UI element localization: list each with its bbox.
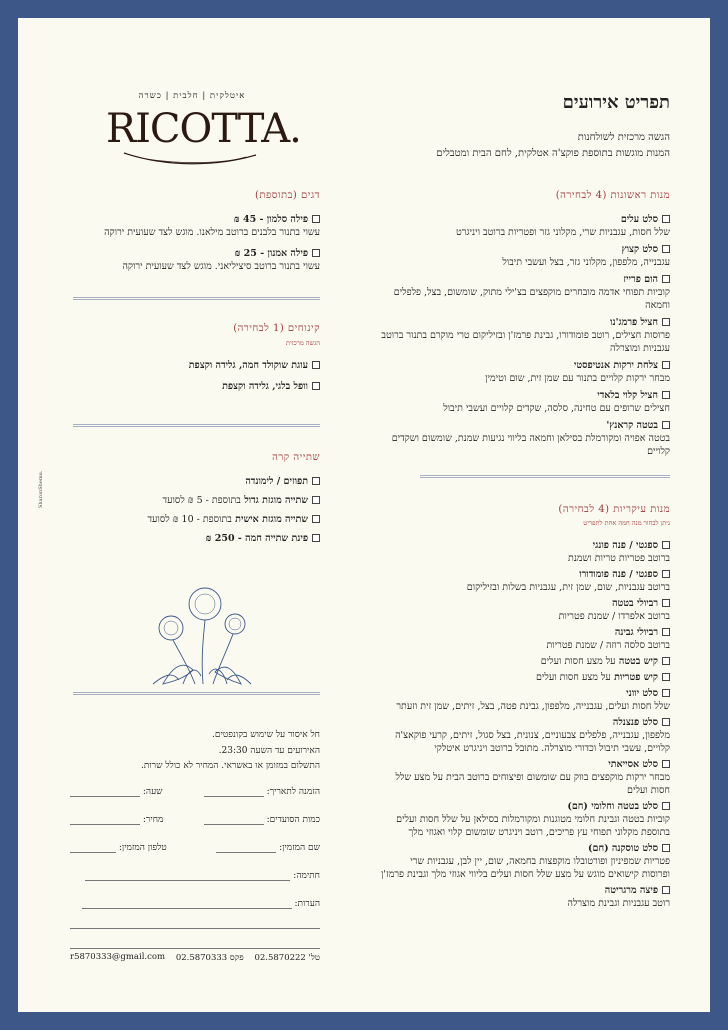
time-label: שעה:	[142, 787, 163, 797]
mains-heading: מנות עיקריות (4 לבחירה)	[558, 504, 670, 515]
menu-item-checkbox[interactable]	[662, 275, 670, 283]
order-date-field[interactable]	[204, 787, 264, 797]
menu-item	[380, 316, 670, 355]
menu-item-name	[380, 800, 670, 813]
menu-item	[70, 380, 320, 393]
menu-item-checkbox[interactable]	[662, 541, 670, 549]
menu-item-description: מבחר ירקות מוקפצים בווק עם שומשום ופיצוחים ברוטב הבית על מצע שלל חסות ועלים	[395, 772, 670, 796]
menu-item-inline-desc: בתוספת - 5 ₪ לסועד	[162, 495, 241, 506]
menu-item-checkbox[interactable]	[662, 718, 670, 726]
menu-item-checkbox[interactable]	[662, 245, 670, 253]
menu-item	[380, 213, 670, 239]
menu-item-title: פינת שתייה חמה - 250 ₪	[205, 533, 308, 544]
remarks-field[interactable]	[82, 899, 292, 909]
menu-item-name	[70, 494, 320, 507]
menu-item-description: קוביות בטטה וגבינת חלומי מטוגנות ומקורמלות בסילאן על שלל חסות ועלים בתוספת מקלוני תפוחי עץ פריכים, רוטב ויניגרט שומשום קלוי ואגוזי מלך	[396, 814, 670, 838]
remarks-label: הערות:	[294, 899, 320, 909]
logo-tagline: איטלקית | חלבית | כשרה	[138, 91, 246, 101]
menu-item-title: סלט יווני	[626, 688, 658, 699]
fish-list	[70, 213, 320, 273]
designer-credit: SharonShemu.	[38, 470, 44, 508]
section-divider	[420, 475, 670, 478]
footer-fax: פקס 02.5870333	[175, 953, 244, 963]
menu-sheet	[18, 18, 710, 1012]
contact-footer	[70, 952, 320, 963]
menu-item-name	[380, 359, 670, 372]
menu-item	[380, 884, 670, 910]
menu-item-title: סלט קצוץ	[621, 244, 658, 255]
menu-item	[70, 513, 320, 526]
menu-item	[380, 842, 670, 881]
menu-item-title: קיש בטטה	[618, 656, 658, 667]
menu-item-name	[380, 758, 670, 771]
menu-item-name	[380, 243, 670, 256]
menu-item-name	[380, 568, 670, 581]
mains-list	[380, 539, 670, 910]
signature-label: חתימה:	[293, 871, 320, 881]
menu-item-checkbox[interactable]	[662, 886, 670, 894]
menu-item-title: סלט אסייאתי	[608, 759, 658, 770]
desserts-heading: קינוחים (1 לבחירה)	[233, 323, 320, 334]
drinks-heading: שתייה קרה	[272, 452, 320, 463]
menu-item-name	[380, 213, 670, 226]
menu-item-checkbox[interactable]	[662, 599, 670, 607]
menu-item-title: וופל בלגי, גלידה וקצפת	[222, 381, 308, 392]
menu-item-description: ברוטב עגבניות, שום, שמן זית, עגבניות בשלות ובזיליקום	[466, 582, 670, 593]
menu-item-inline-desc: בתוספת - 10 ₪ לסועד	[147, 514, 232, 525]
menu-item-name	[380, 716, 670, 729]
menu-item-checkbox[interactable]	[662, 318, 670, 326]
logo-swash	[106, 149, 278, 167]
time-field[interactable]	[70, 787, 140, 797]
menu-item	[380, 597, 670, 623]
menu-item	[380, 273, 670, 312]
menu-item-name	[70, 513, 320, 526]
logo-wordmark: RICOTTA.	[106, 106, 301, 152]
menu-item	[380, 716, 670, 755]
menu-item	[380, 359, 670, 385]
section-divider	[73, 424, 320, 427]
menu-item-title: רביולי בטטה	[612, 598, 658, 609]
fish-heading: דגים (בתוספת)	[255, 190, 320, 201]
menu-item-description: מבחר ירקות קלויים בתנור עם שמן זית, שום וטימין	[485, 373, 670, 384]
menu-item	[380, 671, 670, 684]
menu-item	[380, 243, 670, 269]
menu-item-checkbox[interactable]	[662, 391, 670, 399]
menu-item-description: פרוסות חצילים, רוטב פומודורו, גבינת פרמז'ן ובזיליקום טרי מוקרם בתנור ברוטב עגבניות ומוצרלה	[381, 330, 670, 354]
menu-item-description: רוטב עגבניות וגבינת מוצרלה	[567, 898, 670, 909]
starters-list	[380, 213, 670, 458]
menu-item-title: הום פרייז	[623, 274, 658, 285]
menu-item	[70, 475, 320, 488]
menu-item-title: שתייה מוגזת אישית	[235, 514, 308, 525]
mains-subheading: ניתן לבחור מנה חמה אחת לתפריט	[583, 519, 670, 527]
menu-item-title: תפוזים / לימונדה	[245, 476, 308, 487]
intro-line-2: המנות מוגשות בתוספת פוקצ'ה אטלקית, לחם הבית ומטבלים	[436, 148, 670, 159]
menu-item-title: קיש פטריות	[614, 672, 658, 683]
remarks-line-3[interactable]	[70, 939, 320, 949]
menu-item-description: ברוטב פטריות טריות ושמנת	[568, 553, 670, 564]
menu-item-checkbox[interactable]	[312, 534, 320, 542]
intro-text	[350, 130, 670, 162]
menu-item	[380, 419, 670, 458]
menu-item-name	[380, 539, 670, 552]
menu-item-inline-desc: על מצע חסות ועלים	[535, 672, 611, 683]
menu-item-description: פטריות שמפיניון ופורטובלו מוקפצות בחמאה, שום, יין לבן, עגבניות שרי ופרוסות קישואים מוגש על מצע שלל חסות ועלים בליווי אגוזי מלך וגבינת פרמז'ן	[381, 856, 670, 880]
menu-item-inline-desc: על מצע חסות ועלים	[540, 656, 616, 667]
note-line-3: התשלום במזומן או באשראי. המחיר לא כולל שרות.	[141, 761, 320, 771]
menu-item-name	[380, 842, 670, 855]
menu-item-description: עגבנייה, מלפפון, מקלוני גזר, בצל ועשבי תיבול	[502, 257, 670, 268]
menu-item-name	[70, 359, 320, 372]
menu-item-checkbox[interactable]	[312, 382, 320, 390]
menu-item	[70, 247, 320, 273]
menu-item-description: חצילים שרופים עם טחינה, סלסה, שקדים קלויים ועשבי תיבול	[443, 403, 670, 414]
starters-heading: מנות ראשונות (4 לבחירה)	[555, 190, 670, 201]
diners-label: כמות הסועדים:	[266, 815, 320, 825]
menu-item-description: בטטה אפויה ומקורמלת בסילאן וחמאה בליווי נגיעות שמנת, שומשום ושקדים קלויים	[391, 433, 670, 457]
menu-item	[70, 532, 320, 545]
menu-item-checkbox[interactable]	[312, 361, 320, 369]
menu-item-title: סלט עלים	[620, 214, 658, 225]
menu-item-checkbox[interactable]	[662, 421, 670, 429]
desserts-section	[70, 323, 320, 401]
menu-item-checkbox[interactable]	[662, 689, 670, 697]
desserts-subheading: הגשה מרכזית	[286, 339, 320, 347]
menu-item-name	[380, 389, 670, 402]
orderer-phone-label: טלפון המזמין:	[118, 843, 167, 853]
menu-item-title: עוגת שוקולד חמה, גלידה וקצפת	[188, 360, 308, 371]
menu-item-name	[380, 626, 670, 639]
menu-item	[380, 655, 670, 668]
menu-item-title: חציל קלוי בלאדי	[597, 390, 658, 401]
menu-item-title: סלט פנצנלה	[612, 717, 658, 728]
menu-item-description: ברוטב אלפרדו / שמנת פטריות	[558, 611, 670, 622]
menu-item	[380, 800, 670, 839]
menu-item-checkbox[interactable]	[662, 802, 670, 810]
fish-section	[70, 190, 320, 281]
menu-item-name	[380, 419, 670, 432]
menu-item-description: מלפפון, עגבנייה, פלפלים צבעוניים, צנונית, בצל סגול, זיתים, קרעי פוקאצ'ה קלויים, עשבי תיבול וכדורי מוצרלה. מתובל ברוטב ויניגרט איטלקי	[395, 730, 670, 754]
menu-item-checkbox[interactable]	[312, 515, 320, 523]
ricotta-logo	[106, 90, 301, 160]
menu-item-name	[380, 687, 670, 700]
menu-item-title: פילה אמנון - 25 ₪	[234, 248, 308, 259]
menu-item-title: רביולי גבינה	[614, 627, 658, 638]
orderer-name-label: שם המזמין:	[279, 843, 320, 853]
menu-item-title: סלט טוסקנה (חם)	[588, 843, 658, 854]
order-date-label: הזמנה לתאריך:	[266, 787, 320, 797]
menu-item	[380, 687, 670, 713]
menu-item-title: בטטה קראנץ'	[606, 420, 658, 431]
menu-item-checkbox[interactable]	[662, 760, 670, 768]
menu-item-name	[70, 380, 320, 393]
menu-item-checkbox[interactable]	[662, 215, 670, 223]
menu-item-title: ספגטי / פנה פונגי	[592, 540, 658, 551]
desserts-list	[70, 359, 320, 393]
menu-item-name	[380, 273, 670, 286]
menu-item-name	[70, 213, 320, 226]
menu-item-checkbox[interactable]	[662, 628, 670, 636]
menu-item-title: צלחת ירקות אנטיפסטי	[573, 360, 658, 371]
menu-item	[380, 389, 670, 415]
menu-item-checkbox[interactable]	[312, 249, 320, 257]
drinks-list	[70, 475, 320, 545]
menu-item	[380, 539, 670, 565]
menu-item-description: ברוטב סלסה רוזה / שמנת פטריות	[546, 640, 670, 651]
footer-phone: טל' 02.5870222	[254, 953, 320, 963]
remarks-line-2[interactable]	[70, 919, 320, 929]
intro-line-1: הגשה מרכזית לשולחנות	[577, 132, 670, 143]
menu-item-checkbox[interactable]	[312, 215, 320, 223]
dandelion-illustration	[143, 580, 263, 692]
menu-item-title: חציל פרמג'נו	[610, 317, 658, 328]
menu-item-checkbox[interactable]	[662, 361, 670, 369]
menu-item-checkbox[interactable]	[662, 673, 670, 681]
menu-item-title: פיצה מרגריטה	[604, 885, 658, 896]
starters-section	[380, 190, 670, 462]
menu-item-checkbox[interactable]	[662, 570, 670, 578]
note-line-1: חל איסור על שימוש בקונפטים.	[212, 730, 320, 740]
price-field[interactable]	[70, 815, 140, 825]
menu-item-name	[70, 247, 320, 260]
note-line-2: האירועים עד השעה 23:30.	[218, 745, 320, 756]
menu-item-checkbox[interactable]	[312, 477, 320, 485]
menu-item-description: שלל חסות ועלים, עגבנייה, מלפפון, גבינת פטה, בצל, זיתים, שמן זית וזעתר	[396, 701, 670, 712]
menu-item-description: קוביות תפוחי אדמה מובחרים מוקפצים בצ'ילי מתוק, שומשום, בצל, פלפלים וחמאה	[393, 287, 670, 311]
menu-item-name	[380, 884, 670, 897]
menu-item	[70, 359, 320, 372]
menu-item-checkbox[interactable]	[662, 844, 670, 852]
menu-item-name	[380, 316, 670, 329]
page-title: תפריט אירועים	[562, 92, 670, 113]
menu-item-checkbox[interactable]	[662, 657, 670, 665]
menu-item-title: פילה סלמון - 45 ₪	[233, 214, 308, 225]
menu-item	[380, 758, 670, 797]
menu-item-description: שלל חסות, עגבניות שרי, מקלוני גזר ופטריות ברוטב ויניגרט	[455, 227, 670, 238]
menu-item	[70, 494, 320, 507]
price-label: מחיר:	[142, 815, 164, 825]
menu-item-checkbox[interactable]	[312, 496, 320, 504]
signature-field[interactable]	[85, 871, 290, 881]
terms-notes	[70, 728, 320, 775]
section-divider	[73, 692, 320, 695]
menu-item-description: עשוי בתנור בלבנים ברוטב מילאנו. מוגש לצד שעועית ירוקה	[104, 227, 320, 238]
menu-item-name	[380, 671, 670, 684]
menu-item-name	[380, 597, 670, 610]
menu-item-title: ספגטי / פנה פומודורו	[579, 569, 658, 580]
menu-item	[380, 568, 670, 594]
menu-item-name	[70, 475, 320, 488]
menu-item-description: עשוי בתנור ברוטב סיציליאני. מוגש לצד שעועית ירוקה	[122, 261, 320, 272]
diners-field[interactable]	[204, 815, 264, 825]
menu-item-name	[380, 655, 670, 668]
orderer-phone-field[interactable]	[70, 843, 116, 853]
footer-email: r5870333@gmail.com	[70, 952, 166, 962]
section-divider	[73, 297, 320, 300]
order-form	[70, 786, 320, 949]
mains-section	[380, 504, 670, 913]
drinks-section	[70, 452, 320, 551]
menu-item	[380, 626, 670, 652]
menu-item-title: סלט בטטה וחלומי (חם)	[567, 801, 658, 812]
menu-item-title: שתייה מוגזת גדול	[244, 495, 308, 506]
menu-item	[70, 213, 320, 239]
menu-item-name	[70, 532, 320, 545]
orderer-name-field[interactable]	[216, 843, 276, 853]
